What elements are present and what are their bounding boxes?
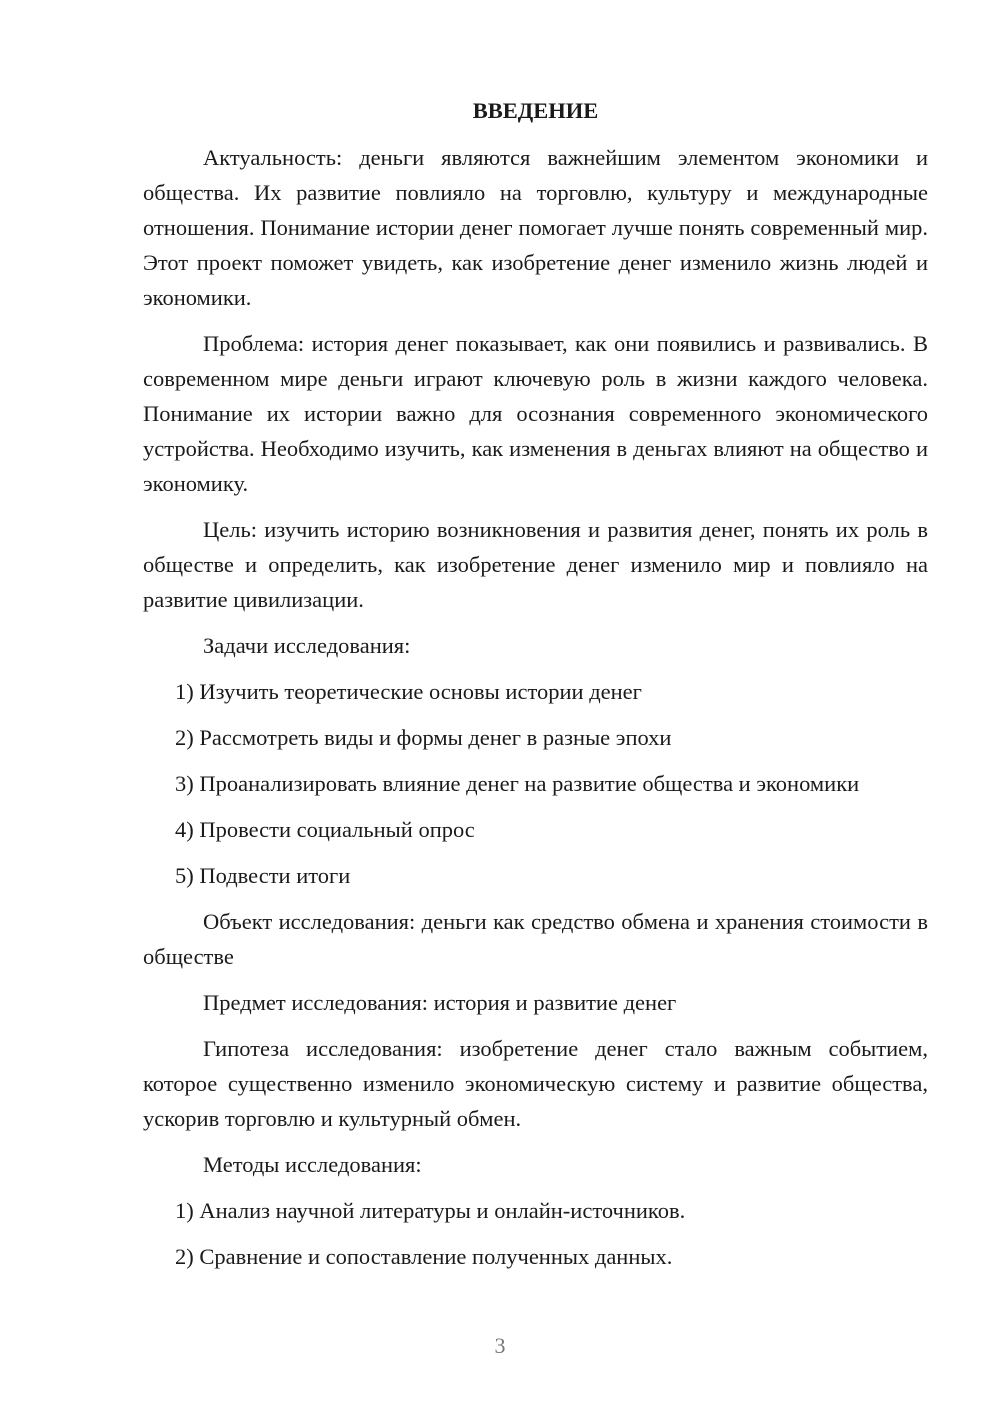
relevance-paragraph: Актуальность: деньги являются важнейшим элементом экономики и общества. Их развитие повлияло на торговлю, культуру и международные отношения. Понимание истории денег помогает лучше понять современный мир. Этот проект поможет увидеть, как изобретение денег изменило жизнь людей и экономики. (143, 145, 928, 310)
hypothesis-paragraph: Гипотеза исследования: изобретение денег стало важным событием, которое существенно изменило экономическую систему и развитие общества, ускорив торговлю и культурный обмен. (143, 1036, 928, 1131)
document-page (143, 93, 928, 1285)
method-item-2: 2) Сравнение и сопоставление полученных данных. (175, 1244, 673, 1269)
task-item-1: 1) Изучить теоретические основы истории денег (175, 679, 642, 704)
task-item-4: 4) Провести социальный опрос (175, 817, 475, 842)
task-item-3: 3) Проанализировать влияние денег на развитие общества и экономики (175, 771, 860, 796)
page-number: 3 (494, 1333, 506, 1358)
task-item-5: 5) Подвести итоги (175, 863, 351, 888)
tasks-heading: Задачи исследования: (203, 633, 411, 658)
methods-heading: Методы исследования: (203, 1152, 422, 1177)
object-paragraph: Объект исследования: деньги как средство обмена и хранения стоимости в обществе (143, 909, 928, 969)
method-item-1: 1) Анализ научной литературы и онлайн-источников. (175, 1198, 686, 1223)
task-item-2: 2) Рассмотреть виды и формы денег в разные эпохи (175, 725, 672, 750)
page-title: ВВЕДЕНИЕ (472, 98, 599, 123)
goal-paragraph: Цель: изучить историю возникновения и развития денег, понять их роль в обществе и определить, как изобретение денег изменило мир и повлияло на развитие цивилизации. (143, 517, 928, 612)
problem-paragraph: Проблема: история денег показывает, как они появились и развивались. В современном мире деньги играют ключевую роль в жизни каждого человека. Понимание их истории важно для осознания современного экономического устройства. Необходимо изучить, как изменения в деньгах влияют на общество и экономику. (143, 331, 928, 496)
subject-paragraph: Предмет исследования: история и развитие денег (203, 990, 677, 1015)
